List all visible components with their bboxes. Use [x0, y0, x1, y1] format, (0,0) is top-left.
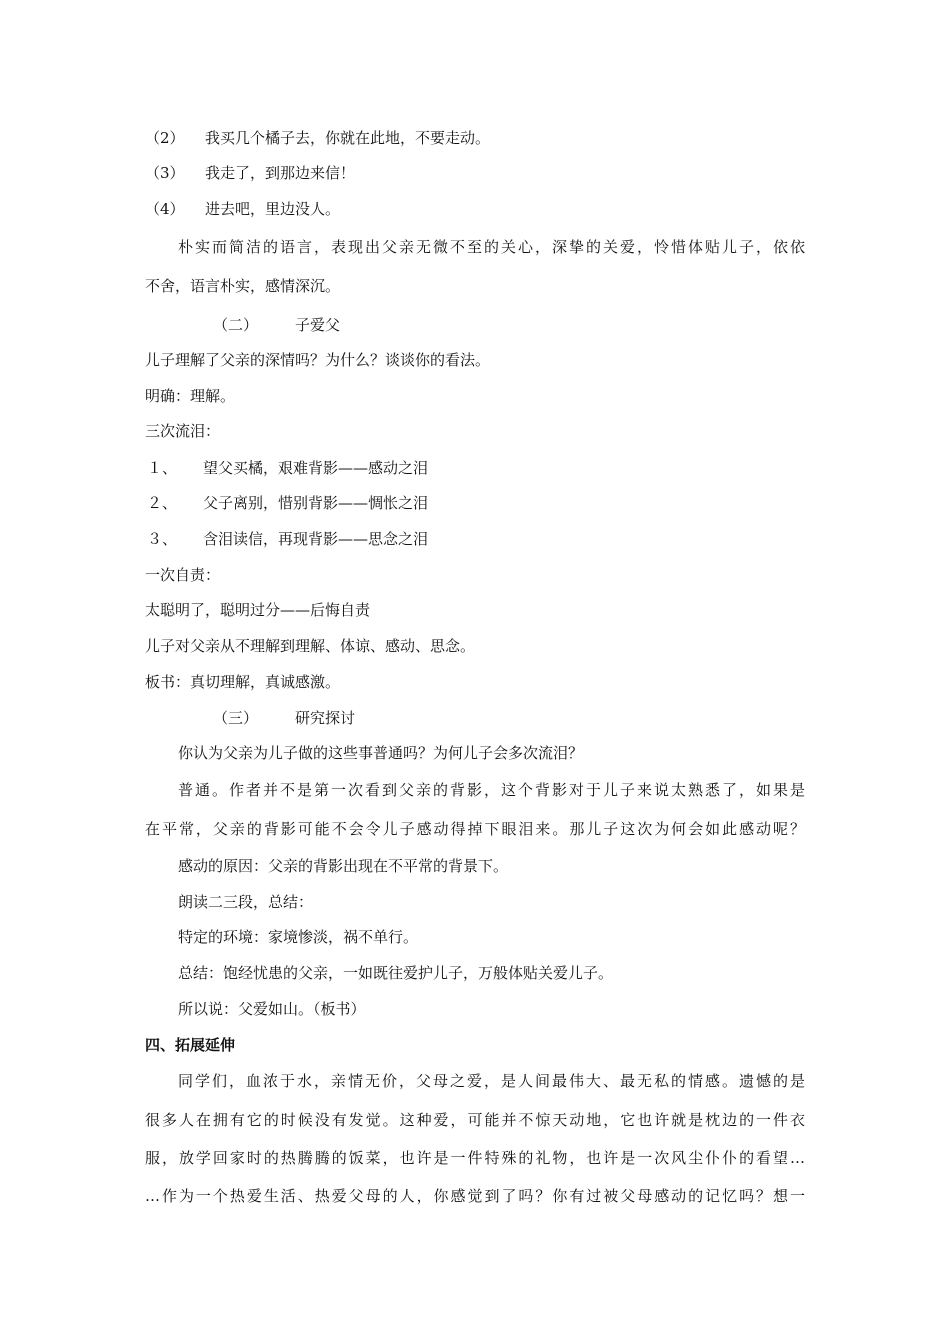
paragraph-line: 很多人在拥有它的时候没有发觉。这种爱，可能并不惊天动地，它也许就是枕边的一件衣 [145, 1111, 805, 1129]
section-heading [213, 315, 340, 335]
list-number: １、 [147, 459, 178, 477]
paragraph-line: 在平常，父亲的背影可能不会令儿子感动得掉下眼泪来。那儿子这次为何会如此感动呢？ [145, 820, 805, 838]
board-note: 板书：真切理解，真诚感激。 [145, 673, 341, 691]
paragraph-line: 感动的原因：父亲的背影出现在不平常的背景下。 [178, 857, 509, 875]
tears-heading: 三次流泪： [145, 422, 221, 440]
paragraph-line: 你认为父亲为儿子做的这些事普通吗？为何儿子会多次流泪？ [178, 744, 584, 762]
paragraph-line: 所以说：父爱如山。（板书） [178, 1000, 366, 1018]
list-number: ２、 [147, 494, 178, 512]
quote-item [145, 163, 355, 183]
paragraph-line: 同学们，血浓于水，亲情无价，父母之爱，是人间最伟大、最无私的情感。遗憾的是 [178, 1072, 805, 1090]
paragraph-line: 不舍，语言朴实，感情深沉。 [145, 277, 341, 295]
list-item [147, 529, 428, 549]
quote-item [145, 128, 490, 148]
quote-number: （3） [145, 164, 185, 182]
quote-text: 我买几个橘子去，你就在此地，不要走动。 [205, 129, 491, 147]
quote-number: （4） [145, 200, 185, 218]
paragraph-line: …作为一个热爱生活、热爱父母的人，你感觉到了吗？你有过被父母感动的记忆吗？想一 [145, 1187, 805, 1205]
blame-text: 太聪明了，聪明过分——后悔自责 [145, 601, 371, 619]
section-number: （三） [213, 709, 259, 727]
paragraph-line: 朗读二三段，总结： [178, 893, 314, 911]
paragraph-line: 服，放学回家时的热腾腾的饭菜，也许是一件特殊的礼物，也许是一次风尘仆仆的看望… [145, 1149, 805, 1167]
section-heading [213, 708, 355, 728]
son-change-text: 儿子对父亲从不理解到理解、体谅、感动、思念。 [145, 637, 476, 655]
quote-item [145, 199, 340, 219]
list-text: 望父买橘，艰难背影——感动之泪 [203, 459, 429, 477]
paragraph-line: 特定的环境：家境惨淡，祸不单行。 [178, 928, 419, 946]
list-item [147, 458, 428, 478]
quote-text: 进去吧，里边没人。 [205, 200, 341, 218]
paragraph-line: 普通。作者并不是第一次看到父亲的背影，这个背影对于儿子来说太熟悉了，如果是 [178, 781, 805, 799]
section-title: 研究探讨 [295, 709, 356, 727]
list-number: ３、 [147, 530, 178, 548]
blame-heading: 一次自责： [145, 566, 221, 584]
list-item [147, 493, 428, 513]
quote-number: （2） [145, 129, 185, 147]
section-title: 子爱父 [295, 316, 341, 334]
answer-text: 明确：理解。 [145, 387, 236, 405]
paragraph-line: 朴实而简洁的语言，表现出父亲无微不至的关心，深挚的关爱，怜惜体贴儿子，依依 [178, 238, 805, 256]
section-heading-4: 四、拓展延伸 [145, 1036, 236, 1054]
question-text: 儿子理解了父亲的深情吗？为什么？谈谈你的看法。 [145, 351, 491, 369]
paragraph-line: 总结：饱经忧患的父亲，一如既往爱护儿子，万般体贴关爱儿子。 [178, 964, 614, 982]
list-text: 含泪读信，再现背影——思念之泪 [203, 530, 429, 548]
quote-text: 我走了，到那边来信！ [205, 164, 356, 182]
section-number: （二） [213, 316, 259, 334]
list-text: 父子离别，惜别背影——惆怅之泪 [203, 494, 429, 512]
